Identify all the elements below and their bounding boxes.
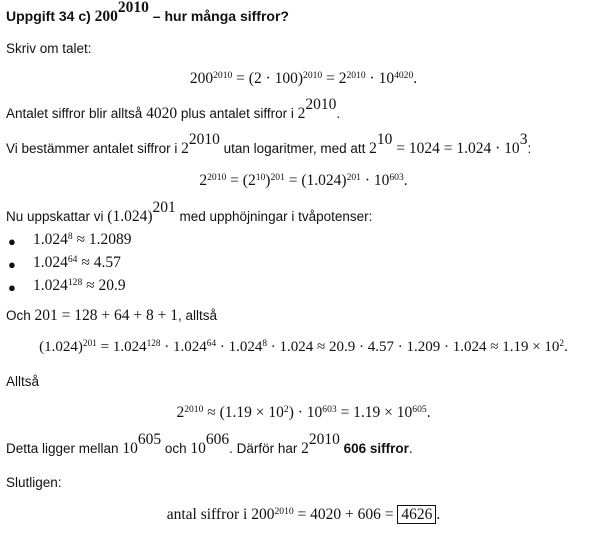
list-item: $1.024^{64} \approx 4.57$: [33, 253, 121, 271]
paragraph-therefore: Alltså: [6, 374, 40, 389]
list-item: $1.024^8 \approx 1.2089$: [33, 230, 132, 248]
paragraph-conclusion: Detta ligger mellan $10^{605}$ och $10^{606}$. Därför har $2^{2010}$ 606 siffror.: [6, 431, 413, 457]
paragraph-decomposition: Och 201 = 128 + 64 + 8 + 1, alltså: [6, 307, 218, 324]
equation-rewrite: $200^{2010} = (2 \cdot 100)^{2010} = 2^{2010} \cdot 10^{4020}$.: [189, 69, 418, 87]
answer-box: 4626: [397, 505, 436, 524]
paragraph-finally: Slutligen:: [6, 475, 62, 490]
paragraph-method: Vi bestämmer antalet siffror i $2^{2010}$ utan logaritmer, med att $2^{10} = 1024 = 1.024 \cdot 10^3$:: [6, 131, 532, 157]
list-item: $1.024^{128} \approx 20.9$: [33, 276, 126, 294]
page-title: Uppgift 34 c) $200^{2010}$ – hur många siffror?: [6, 0, 289, 25]
bullet-dot-icon: ●: [8, 257, 16, 272]
intro-text: Skriv om talet:: [6, 41, 92, 56]
bullet-dot-icon: ●: [8, 280, 16, 295]
equation-power-split: $2^{2010} = (2^{10})^{201} = (1.024)^{201} \cdot 10^{603}$.: [199, 171, 408, 189]
equation-estimate-result: $2^{2010} \approx (1.19 \times 10^2) \cdot 10^{603} = 1.19 \times 10^{605}$.: [176, 403, 431, 421]
paragraph-estimate: Nu uppskattar vi $(1.024)^{201}$ med upphöjningar i tvåpotenser:: [6, 199, 373, 225]
equation-product: $(1.024)^{201} = 1.024^{128} \cdot 1.024^{64} \cdot 1.024^8 \cdot 1.024 \approx 20.9 \cdot 4.57 \cdot 1.209 \cdot 1.024 \approx 1.19 \times 10^2$.: [39, 338, 568, 355]
equation-final-answer: antal siffror i $200^{2010} = 4020 + 606 = 4626$ .: [166, 505, 441, 523]
paragraph-digit-count: Antalet siffror blir alltså 4020 plus antalet siffror i $2^{2010}$.: [6, 96, 341, 122]
bullet-dot-icon: ●: [8, 234, 16, 249]
